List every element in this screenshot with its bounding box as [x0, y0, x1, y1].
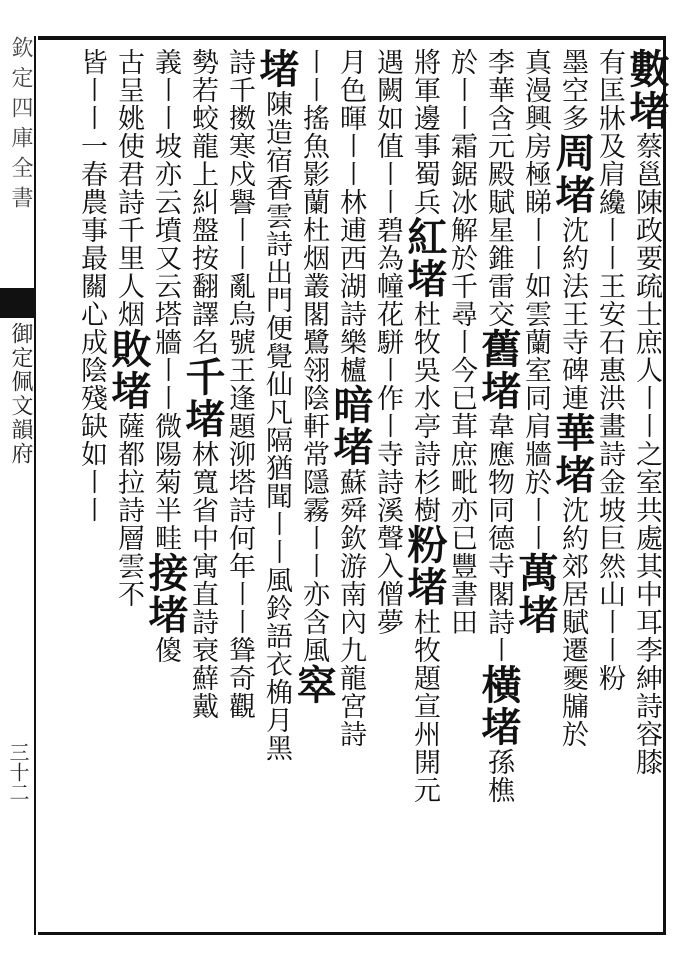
margin-black-bar — [0, 288, 36, 318]
headword: 接堵 — [142, 552, 189, 636]
text-run: 有匡牀及肩纔〡〡王安石惠洪畫詩金坡巨然山〡〡粉 — [594, 48, 625, 692]
headword: 舊堵 — [475, 328, 522, 412]
text-run: 墨空多 — [557, 48, 588, 132]
headword: 粉堵 — [401, 524, 448, 608]
text-column — [623, 48, 670, 776]
text-column — [549, 48, 596, 748]
frame-border-bottom — [38, 932, 666, 935]
text-run: 將軍邊事蜀兵 — [409, 48, 440, 216]
text-run: 薩都拉詩層雲不 — [113, 412, 144, 608]
headword: 周堵 — [549, 132, 596, 216]
text-column — [73, 48, 109, 524]
headword: 暗堵 — [327, 384, 374, 468]
text-column — [401, 48, 448, 804]
text-run: 蔡邕陳政要疏士庶人〡〡之室共處其中耳李紳詩容膝 — [631, 132, 662, 776]
headword: 紅堵 — [401, 216, 448, 300]
text-column — [253, 48, 300, 762]
text-column — [591, 48, 627, 692]
text-run: 陳造宿香雲詩出門便覺仙凡隔猶聞〡〡風鈴語衣桷月黑 — [261, 90, 292, 762]
text-run: 書田 — [446, 580, 477, 636]
text-run: 於〡〡霜鋸冰解於千尋 — [446, 48, 477, 328]
text-run: 真漫興 — [520, 48, 551, 132]
text-column — [369, 48, 405, 636]
text-column — [512, 48, 559, 636]
headword: 華堵 — [549, 412, 596, 496]
text-run: 杜牧吳水亭詩杉樹 — [409, 300, 440, 524]
page-number: 三十二 — [6, 742, 30, 802]
book-title: 御定佩文韻府 — [8, 322, 33, 466]
text-column — [142, 48, 189, 664]
text-column — [327, 48, 374, 748]
text-column — [179, 48, 226, 720]
headword: 敗堵 — [105, 328, 152, 412]
text-run: 蘇舜欽游南內九龍宮詩 — [335, 468, 366, 748]
text-column — [475, 48, 522, 804]
text-run: 蘭室同肩牆於〡〡 — [520, 328, 551, 552]
headword: 數堵 — [623, 48, 670, 132]
text-run: 勢若蛟龍上糾盤按翻譯名 — [187, 48, 218, 356]
headword: 橫堵 — [475, 664, 522, 748]
text-run: 房極睇〡〡如雲 — [520, 132, 551, 328]
text-column — [105, 48, 152, 608]
text-column — [443, 48, 479, 636]
text-run: 碧為幢花駢〡作〡 — [372, 216, 403, 440]
headword: 萬堵 — [512, 552, 559, 636]
text-run: 詩千擞寒戍譽〡〡亂烏號王逢題泖塔詩何年〡〡聳奇觀 — [224, 48, 255, 720]
running-head: 欽定四庫全書 — [8, 36, 33, 216]
text-run: 傻 — [150, 636, 181, 664]
text-column — [290, 48, 337, 706]
text-run: 〡〡搖魚影蘭杜烟叢閣鷺翎 — [298, 48, 329, 384]
text-column — [221, 48, 257, 720]
text-run: 〡今已茸庶毗亦已豐 — [446, 328, 477, 580]
text-run: 杜牧題宣州開元 — [409, 608, 440, 804]
text-run: 沈約法王寺碑連 — [557, 216, 588, 412]
text-run: 寺詩溪聲入僧夢 — [372, 440, 403, 636]
text-run: 林寬省中寓直詩衰蘚戴 — [187, 440, 218, 720]
text-run: 沈約郊居賦遷夒牖於 — [557, 496, 588, 748]
headword: 窣 — [290, 664, 337, 706]
text-run: 孫樵 — [483, 748, 514, 804]
text-run: 義〡〡坡亦云墳又云塔 — [150, 48, 181, 328]
text-run: 皆〡〡一春農事最關心 — [76, 48, 107, 328]
text-run: 古呈姚使君詩千里人烟 — [113, 48, 144, 328]
frame-border-top — [38, 36, 666, 40]
text-run: 韋應物同德寺閣詩〡 — [483, 412, 514, 664]
text-run: 陰軒常隱霧〡〡亦含風 — [298, 384, 329, 664]
text-run: 成陰殘缺如〡〡 — [76, 328, 107, 524]
headword: 堵 — [253, 48, 300, 90]
text-run: 月色暉〡〡林逋西湖詩樂櫨 — [335, 48, 366, 384]
text-run: 李華含元殿賦星錐雷交 — [483, 48, 514, 328]
text-run: 遇闕如值〡〡 — [372, 48, 403, 216]
text-run: 牆〡〡微陽菊半畦 — [150, 328, 181, 552]
headword: 千堵 — [179, 356, 226, 440]
